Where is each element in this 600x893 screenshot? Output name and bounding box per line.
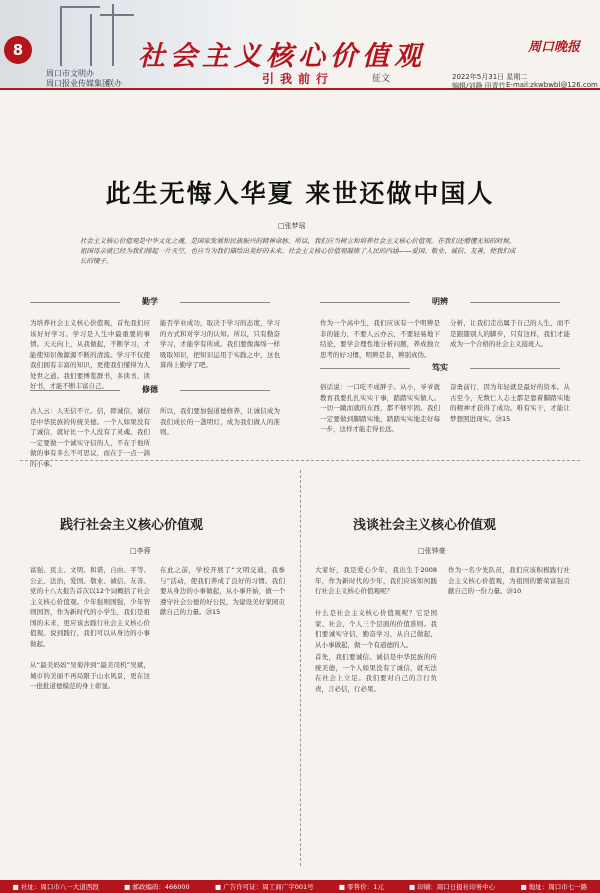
- footer-item: ■ 地址：周口市七一路: [520, 883, 588, 891]
- credit-line: 周口市文明办: [46, 69, 94, 78]
- section-title: 修德: [120, 384, 180, 396]
- column-title: 社会主义核心价值观: [138, 41, 426, 72]
- column-subtitle: 引我前行: [262, 72, 335, 86]
- crane-icon: [90, 14, 92, 66]
- section-paragraph: 为培养社会主义核心价值观，首先我们应该好好学习。学习是人生中最重要的事情。天天向上，从我做起，不断学习，才能使知识像源源不断的清流。学习不仅使我们拥有丰富的知识，更使我们懂得为人处世之道。我们要博览群书，多读书、读好书，才能不断丰富自己。: [30, 319, 150, 390]
- article-paragraph: 作为一名少先队员，我们应该积极践行社会主义核心价值观，为祖国的繁荣富强贡献自己的一份力量。⑳10: [448, 566, 570, 595]
- section-paragraph: 所以，我们要加强道德修养，让诚信成为我们成长的一盏明灯，成为我们做人的准则。: [160, 407, 280, 436]
- intro-text: 社会主义核心价值观是中华文化之魂，是国家发展和民族振兴的精神命脉。所以，我们应当树立和培养社会主义核心价值观。在我们还懵懂无知的时候，祖国母亲就已经为我们撑起一片天空，也应当为我们描绘出美好的未来。社会主义核心价值观凝练了人民的内涵——爱国、敬业、诚信、友善，使我们成长的镜子。: [80, 237, 516, 265]
- section-paragraph: 分析，让我们走出属于自己的人生，而不是跟随别人的脚步，只有这样，我们才能成为一个合格的社会主义接班人。: [450, 319, 570, 348]
- section-paragraph: 奋勇前行，因为年轻就是最好的资本。从古至今，无数仁人志士都是靠着脚踏实地的精神才获得了成功。唯有实干，才能让梦想照进现实。⑳15: [450, 383, 570, 423]
- article-paragraph: 什么是社会主义核心价值观呢？它是国家、社会、个人三个层面的价值准则。我们要诚实守信，勤奋学习，从自己做起，从小事做起，做一个有道德的人。: [315, 609, 437, 649]
- email: E-mail:zkwbwbl@126.com: [506, 81, 598, 89]
- article-paragraph: 在此之前，学校开展了“文明交通，我参与”活动，使我们养成了良好的习惯。我们要从身边的小事做起，从小事开始，做一个遵守社会公德的好公民，为建设美好家园贡献自己的力量。⑳15: [160, 566, 285, 616]
- article-paragraph: 大家好，我是爱心少年，我出生于2008年，作为新时代的少年，我们应该如何践行社会主义核心价值观呢？: [315, 566, 437, 595]
- article-paragraph: 富强、民主、文明、和谐，自由、平等、公正、法治，爱国、敬业、诚信、友善。党的十八大报告首次以12个词概括了社会主义核心价值观。少年强则国强，少年智则国智，作为新时代的小学生，我们是祖国的未来，更应该去践行社会主义核心价值观。说到践行，我们可以从身边的小事做起。: [30, 566, 150, 648]
- page-number: 8: [4, 36, 32, 64]
- section-paragraph: 能否学业成功，取决于学习的态度，学习的方式和对学习的认知。所以，只有勤奋学习，才能学有所成。我们要像海绵一样吸取知识，把知识运用于实践之中，这也算得上勤学了吧。: [160, 319, 280, 369]
- headline: 此生无悔入华夏 来世还做中国人: [105, 179, 495, 208]
- crane-icon: [60, 6, 62, 66]
- section-paragraph: 古人云：人无信不立。信，即诚信，诚信是中华民族的传统美德。一个人如果没有了诚信，就好比一个人没有了灵魂。我们一定要做一个诚实守信的人，不在于他所做的事有多么不可思议，而在于一点一滴的小事。: [30, 407, 150, 468]
- newspaper-logo: 周口晚报: [528, 40, 581, 55]
- section-paragraph: 作为一个高中生，我们应该有一个明辨是非的能力，不要人云亦云，不要轻易地下结论，要学会理性地分析问题，养成独立思考的好习惯，明辨是非，辨别真伪。: [320, 319, 440, 359]
- section-title: 勤学: [120, 296, 180, 308]
- credit-line: 联办: [106, 79, 122, 88]
- article-title: 浅谈社会主义核心价值观: [353, 518, 497, 533]
- footer: [0, 880, 600, 893]
- byline: □张梦瑶: [278, 222, 306, 230]
- editor: 编辑/刘静 田青竹: [452, 82, 506, 90]
- footer-item: ■ 邮政编码：466000: [124, 883, 190, 891]
- section-paragraph: 俗话说：一口吃不成胖子。从小，爷爷就教育我要扎扎实实干事，踏踏实实做人。一切一蹴而就的东西，都不够牢固。我们一定要做到脚踏实地，踏踏实实地走好每一步，这样才能走得长远。: [320, 383, 440, 433]
- footer-item: ■ 社址：周口市八一大道西段: [12, 883, 99, 891]
- issue-date: 2022年5月31日 星期二: [452, 73, 528, 81]
- byline: □李蓉: [130, 547, 151, 555]
- footer-item: ■ 零售价：1元: [338, 883, 384, 891]
- footer-item: ■ 印刷：周口日报社印务中心: [409, 883, 496, 891]
- credit-line: 周口报业传媒集团: [46, 79, 110, 88]
- article-title: 践行社会主义核心价值观: [60, 518, 204, 533]
- column-name: 征文: [372, 74, 391, 84]
- byline: □张钟豪: [418, 547, 446, 555]
- section-title: 明辨: [410, 296, 470, 308]
- section-title: 笃实: [410, 362, 470, 374]
- footer-item: ■ 广告许可证：周工商广字001号: [214, 883, 314, 891]
- article-paragraph: 从“最美妈妈”吴菊萍到“最美司机”吴斌，城市的美丽不再局限于山水风景，更在这一批批道德模范的身上彰显。: [30, 661, 150, 690]
- article-paragraph: 首先，我们要诚信。诚信是中华民族的传统美德，一个人如果没有了诚信，就无法在社会上立足。我们要对自己的言行负责，言必信，行必果。: [315, 653, 437, 693]
